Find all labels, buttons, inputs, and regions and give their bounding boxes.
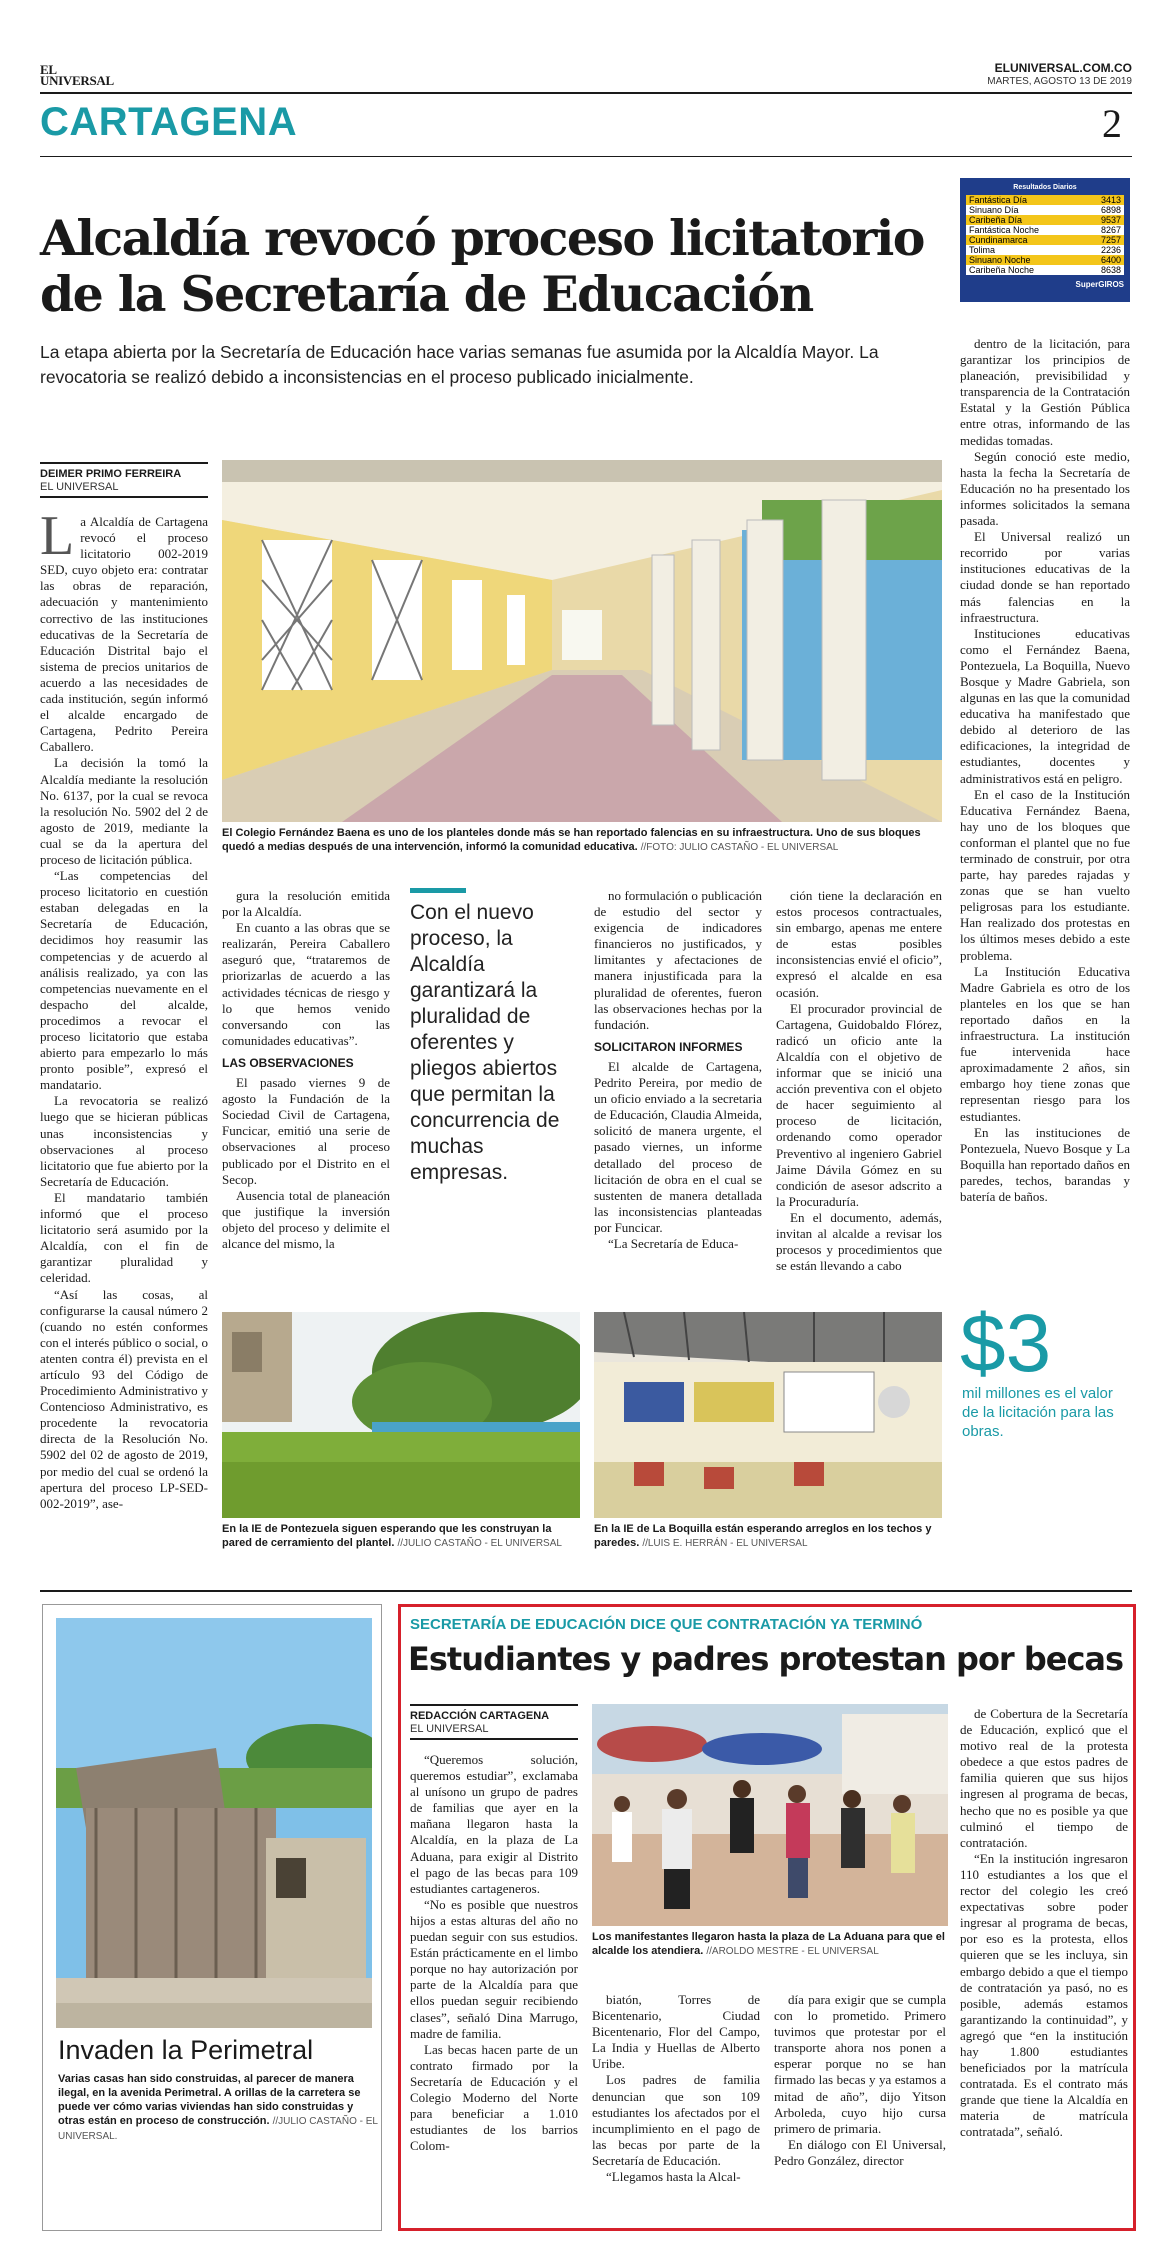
paragraph: El pasado viernes 9 de agosto la Fundación de la Sociedad Civil de Cartagena, Funcicar, emitió una serie de observaciones al proceso publicado por el Distrito en el Secop. <box>222 1075 390 1187</box>
paragraph: dentro de la licitación, para garantizar los principios de planeación, previsibilidad y transparencia de la Contratación Estatal y la Gestión Pública entre otras, informando de las medidas tomadas. <box>960 336 1130 448</box>
caption-text: Varias casas han sido construidas, al parecer de manera ilegal, en la avenida Perimetral. A orillas de la carretera se puede ver cómo varias viviendas han sido construidas y otras están en proceso de construcción. <box>58 2073 361 2127</box>
paragraph: Instituciones educativas como el Fernández Baena, Pontezuela, La Boquilla, Nuevo Bosque y Madre Gabriela, son algunas en las que la comunidad educativa ha manifestado que debido al deterioro de las edificaciones, la integridad de estudiantes, docentes y administrativos está en peligro. <box>960 625 1130 786</box>
paragraph: En las instituciones de Pontezuela, Nuevo Bosque y La Boquilla han reportado daños en paredes, techos, barandas y batería de baños. <box>960 1124 1130 1204</box>
paragraph: gura la resolución emitida por la Alcaldía. <box>222 888 390 920</box>
paragraph: En cuanto a las obras que se realizarán, Pereira Caballero aseguró que, “trataremos de priorizarlas de acuerdo a las actividades técnicas de riesgo y lo que hemos venido conversando con las comunidades educativas”. <box>222 920 390 1048</box>
paragraph: El Universal realizó un recorrido por varias instituciones educativas de la ciudad donde se han reportado más falencias en la infraestructura. <box>960 529 1130 625</box>
paragraph: El alcalde de Cartagena, Pedrito Pereira, por medio de un oficio enviado a la secretaria de Educación, Claudia Almeida, solicitó de manera urgente, el pasado viernes, un informe detallado del proceso de licitación de obra en el cual se sustenten de manera detallada las inconsistencias planteadas por Funcicar. <box>594 1058 762 1235</box>
lottery-row <box>966 205 1124 215</box>
issue-date: MARTES, AGOSTO 13 DE 2019 <box>987 76 1132 87</box>
lottery-name: Caribeña Día <box>966 215 1084 225</box>
caption-credit: //LUIS E. HERRÁN - EL UNIVERSAL <box>642 1538 808 1549</box>
logo-line-1: EL <box>40 62 57 77</box>
paragraph: En diálogo con El Universal, Pedro González, director <box>774 2136 946 2168</box>
article-dek: La etapa abierta por la Secretaría de Educación hace varias semanas fue asumida por la Alcaldía Mayor. La revocatoria se realizó debido a inconsistencias en el proceso publicado inicialmente. <box>40 342 879 387</box>
lottery-name: Cundinamarca <box>966 235 1084 245</box>
paragraph: El procurador provincial de Cartagena, Guidobaldo Flórez, radicó un oficio ante la Alcaldía con el objetivo de informar que se inició una acción preventiva con el objeto de hacer seguimiento al proceso de licitación, ordenando como operador Preventivo al ingeniero Gabriel Jaime Dávila Gómez en su condición de asesor adscrito a la Procuraduría. <box>776 1000 942 1209</box>
photo-pontezuela-image <box>222 1312 580 1518</box>
lottery-row <box>966 195 1124 205</box>
paragraph: “En la institución ingresaron 110 estudiantes a los que el rector del colegio les creó expectativas sobre poder ingresar al programa de becas, por eso es la protesta, ellos quieren que se les incluya, sin embargo debido a que el tiempo de contratación ya pasó, no es posible, además estamos garantizando la continuidad”, y agregó que “en la institución hay 1.800 estudiantes beneficiados por la matrícula contratada. Es el contrato más grande que tiene la Alcaldía en materia de matrícula contratada”, señaló. <box>960 1850 1128 2140</box>
paragraph: La Institución Educativa Madre Gabriela es otro de los planteles en los que se han reportado daños en la infraestructura. La institución fue intervenida hace aproximadamente 2 años, sin embargo hoy tiene zonas que representan riesgo para los estudiantes. <box>960 963 1130 1124</box>
paragraph: En el documento, además, invitan al alcalde a revisar los procesos y procedimientos que se están llevando a cabo <box>776 1209 942 1274</box>
photo-perimetral-image <box>56 1618 372 2028</box>
paragraph: “Las competencias del proceso licitatorio en cuestión estaban delegadas en la Secretaría de Educación, decidimos hoy reasumir las competencias y de acuerdo al análisis realizado, ya con las competencias nuevamente en el despacho del alcalde, procedimos a revocar el proceso licitatorio que estaba abierto para empezarlo lo más pronto posible”, expresó el mandatario. <box>40 868 208 1093</box>
paragraph: “La Secretaría de Educa- <box>608 1235 739 1251</box>
photo-protest-image <box>592 1704 948 1926</box>
paragraph: En el caso de la Institución Educativa Fernández Baena, hay uno de los bloques que conforman el plantel que no fue terminado de construir, por otra parte, hay paredes rajadas y zonas que se han vuelto peligrosas para los estudiante. Han realizado dos protestas en los últimos meses debido a este problema. <box>960 786 1130 963</box>
article-byline <box>40 462 208 494</box>
lottery-row <box>966 235 1124 245</box>
lottery-row <box>966 245 1124 255</box>
byline-rule <box>410 1738 578 1740</box>
lottery-value: 7257 <box>1084 235 1124 245</box>
paragraph: El mandatario también informó que el proceso licitatorio será asumido por la Alcaldía, con el fin de garantizar pluralidad y celeridad. <box>40 1189 208 1286</box>
caption-text: En la IE de La Boquilla están esperando arreglos en los techos y paredes. <box>594 1523 932 1549</box>
paragraph: Las becas hacen parte de un contrato firmado por la Secretaría de Educación y el Colegio Moderno del Norte para beneficiar a 1.010 estudiantes de los barrios Colom- <box>410 2041 578 2154</box>
paragraph: Ausencia total de planeación que justifique la inversión objeto del proceso y delimite el alcance del mismo, la <box>222 1187 390 1251</box>
article-column-2 <box>222 888 390 1318</box>
section-divider <box>40 1590 1132 1592</box>
masthead-rule <box>40 92 1132 94</box>
site-url: ELUNIVERSAL.COM.CO <box>994 61 1132 75</box>
byline-name: DEIMER PRIMO FERREIRA <box>40 468 182 480</box>
caption-text: El Colegio Fernández Baena es uno de los planteles donde más se han reportado falencias en su infraestructura. Uno de sus bloques quedó a medias después de una intervención, informó la comunidad educativa. <box>222 827 921 853</box>
byline-name: REDACCIÓN CARTAGENA <box>410 1710 550 1722</box>
paragraph: Los padres de familia denuncian que son 109 estudiantes los afectados por el incumplimiento en el pago de las becas por parte de la Secretaría de Educación. <box>592 2072 760 2168</box>
key-figure-text: mil millones es el valor de la licitación para las obras. <box>962 1385 1114 1440</box>
paragraph: de Cobertura de la Secretaría de Educación, explicó que el motivo real de la protesta obedece a que estos padres de familia quieren que sus hijos ingresen al programa de becas, hecho que no es posible ya que culminó el tiempo de contratación. <box>960 1706 1128 1850</box>
photo-pontezuela-caption <box>222 1522 580 1551</box>
sidebar-title: Invaden la Perimetral <box>58 2035 314 2065</box>
photo-protest-caption <box>592 1930 948 1959</box>
caption-credit: //JULIO CASTAÑO - EL UNIVERSAL. <box>58 2116 378 2142</box>
lottery-brand: SuperGIROS <box>1075 280 1124 289</box>
caption-credit: //FOTO: JULIO CASTAÑO - EL UNIVERSAL <box>640 842 839 853</box>
paragraph: “Así las cosas, al configurarse la causal número 2 (cuando no estén conformes con el interés público o social, o atenten contra él) prevista en el artículo 93 del Código de Procedimiento Administrativo y Contencioso Administrativo, es procedente la revocatoria directa de la Resolución No. 5902 del 02 de agosto de 2019, por medio del cual se ordenó la apertura del proceso LP-SED-002-2019”, ase- <box>40 1286 208 1511</box>
lottery-value: 3413 <box>1084 195 1124 205</box>
article-2-headline: Estudiantes y padres protestan por becas <box>408 1640 1124 1678</box>
sidebar-caption <box>58 2072 378 2144</box>
lottery-name: Tolima <box>966 245 1084 255</box>
photo-corridor-caption <box>222 826 942 855</box>
paragraph: La revocatoria se realizó luego que se hicieran públicas unas inconsistencias y observaciones al proceso licitatorio que fue abierto por la Secretaría de Educación. <box>40 1093 208 1189</box>
paragraph: día para exigir que se cumpla con lo prometido. Primero tuvimos que protestar por el transporte ahora nos ponen a esperar porque no se han firmado las becas y ya estamos a mitad de año”, dijo Yitson Arboleda, cuyo hijo cursa primero de primaria. <box>774 1992 946 2136</box>
caption-credit: //AROLDO MESTRE - EL UNIVERSAL <box>706 1946 879 1957</box>
logo-line-2: UNIVERSAL <box>40 73 114 88</box>
article-2-column-2 <box>592 1992 760 2222</box>
masthead-info <box>987 62 1132 88</box>
article-2-kicker: SECRETARÍA DE EDUCACIÓN DICE QUE CONTRATACIÓN YA TERMINÓ <box>410 1616 923 1633</box>
section-rule <box>40 156 1132 157</box>
paragraph: “Llegamos hasta la Alcal- <box>606 2169 741 2185</box>
article-column-6 <box>960 336 1130 1296</box>
lottery-value: 8267 <box>1084 225 1124 235</box>
lottery-value: 9537 <box>1084 215 1124 225</box>
lottery-title: Resultados Diarios <box>1013 184 1077 191</box>
article-headline: Alcaldía revocó proceso licitatorio de la Secretaría de Educación <box>40 209 924 323</box>
byline-org: EL UNIVERSAL <box>410 1723 489 1735</box>
lottery-row <box>966 265 1124 275</box>
lottery-value: 8638 <box>1084 265 1124 275</box>
article-2-column-1 <box>410 1752 578 2222</box>
paragraph: “No es posible que nuestros hijos a estas alturas del año no puedan seguir con sus estudios. Están prácticamente en el limbo porque no hay autorización por parte de la Alcaldía para que ellos puedan seguir recibiendo clases”, señaló Dina Marrugo, madre de familia. <box>410 1896 578 2041</box>
lottery-row <box>966 255 1124 265</box>
article-column-4 <box>594 888 762 1318</box>
caption-text: Los manifestantes llegaron hasta la plaza de La Aduana para que el alcalde los atendiera. <box>592 1931 945 1957</box>
photo-la-boquilla-caption <box>594 1522 942 1551</box>
photo-perimetral <box>56 1618 372 2028</box>
subhead-informes: SOLICITARON INFORMES <box>594 1039 743 1054</box>
paragraph: biatón, Torres de Bicentenario, Ciudad Bicentenario, Flor del Campo, La India y Huellas de Alberto Uribe. <box>592 1992 760 2072</box>
photo-la-boquilla-image <box>594 1312 942 1518</box>
article-column-1 <box>40 514 208 1574</box>
lottery-name: Fantástica Día <box>966 195 1084 205</box>
lottery-table <box>966 195 1124 275</box>
lottery-name: Fantástica Noche <box>966 225 1084 235</box>
subhead-observaciones: LAS OBSERVACIONES <box>222 1055 354 1070</box>
caption-text: En la IE de Pontezuela siguen esperando que les construyan la pared de cerramiento del plantel. <box>222 1523 552 1549</box>
caption-credit: //JULIO CASTAÑO - EL UNIVERSAL <box>397 1538 562 1549</box>
article-2-byline <box>410 1704 578 1736</box>
section-name: CARTAGENA <box>40 100 298 144</box>
lottery-row <box>966 225 1124 235</box>
byline-rule <box>40 496 208 498</box>
photo-corridor-image <box>222 460 942 822</box>
paragraph: La decisión la tomó la Alcaldía mediante la resolución No. 6137, por la cual se revoca la resolución No. 5902 del 2 de agosto de 2019, mediante la cual se da la apertura del proceso de licitación pública. <box>40 755 208 867</box>
paragraph: a Alcaldía de Cartagena revocó el proceso licitatorio 002-2019 SED, cuyo objeto era: contratar las obras de reparación, adecuación y mantenimiento correctivo de las instituciones educativas de la Secretaría de Educación Distrital bajo el sistema de precios unitarios de acuerdo a las necesidades de cada institución, según informó el alcalde encargado de Cartagena, Pedrito Pereira Caballero. <box>40 514 208 755</box>
lottery-results-box <box>960 178 1130 302</box>
article-2-column-4 <box>960 1706 1128 2222</box>
photo-protest <box>592 1704 948 1926</box>
paragraph: ción tiene la declaración en estos procesos contractuales, sin embargo, apenas me entere de estas posibles inconsistencias envié el oficio”, expresó el alcalde en esa ocasión. <box>776 888 942 1000</box>
lottery-name: Sinuano Día <box>966 205 1084 215</box>
key-figure: $3 <box>960 1298 1052 1389</box>
lottery-name: Sinuano Noche <box>966 255 1084 265</box>
article-2-column-3 <box>774 1992 946 2222</box>
paragraph: Según conoció este medio, hasta la fecha la Secretaría de Educación no ha presentado los informes solicitados la semana pasada. <box>960 448 1130 529</box>
masthead-logo <box>40 64 114 86</box>
lottery-name: Caribeña Noche <box>966 265 1084 275</box>
photo-corridor <box>222 460 942 822</box>
lottery-row <box>966 215 1124 225</box>
pullquote-bar <box>410 888 466 893</box>
lottery-value: 2236 <box>1084 245 1124 255</box>
photo-pontezuela <box>222 1312 580 1518</box>
page-number: 2 <box>1102 101 1122 146</box>
lottery-value: 6898 <box>1084 205 1124 215</box>
byline-org: EL UNIVERSAL <box>40 481 119 493</box>
paragraph: no formulación o publicación de estudio del sector y exigencia de indicadores financieros no justificados, y limitantes y afectaciones de manera injustificada para la pluralidad de oferentes, fueron las observaciones hechas por la fundación. <box>594 888 762 1032</box>
pullquote: Con el nuevo proceso, la Alcaldía garantizará la pluralidad de oferentes y pliegos abiertos que permitan la concurrencia de muchas empresas. <box>410 901 560 1184</box>
lottery-value: 6400 <box>1084 255 1124 265</box>
photo-la-boquilla <box>594 1312 942 1518</box>
dropcap: L <box>40 514 75 567</box>
paragraph: “Queremos solución, queremos estudiar”, exclamaba al unísono un grupo de padres de familias que ayer en la mañana llegaron hasta la Alcaldía, en la plaza de La Aduana, para exigir al Distrito el pago de las becas para 109 estudiantes cartageneros. <box>410 1752 578 1896</box>
article-column-5 <box>776 888 942 1318</box>
